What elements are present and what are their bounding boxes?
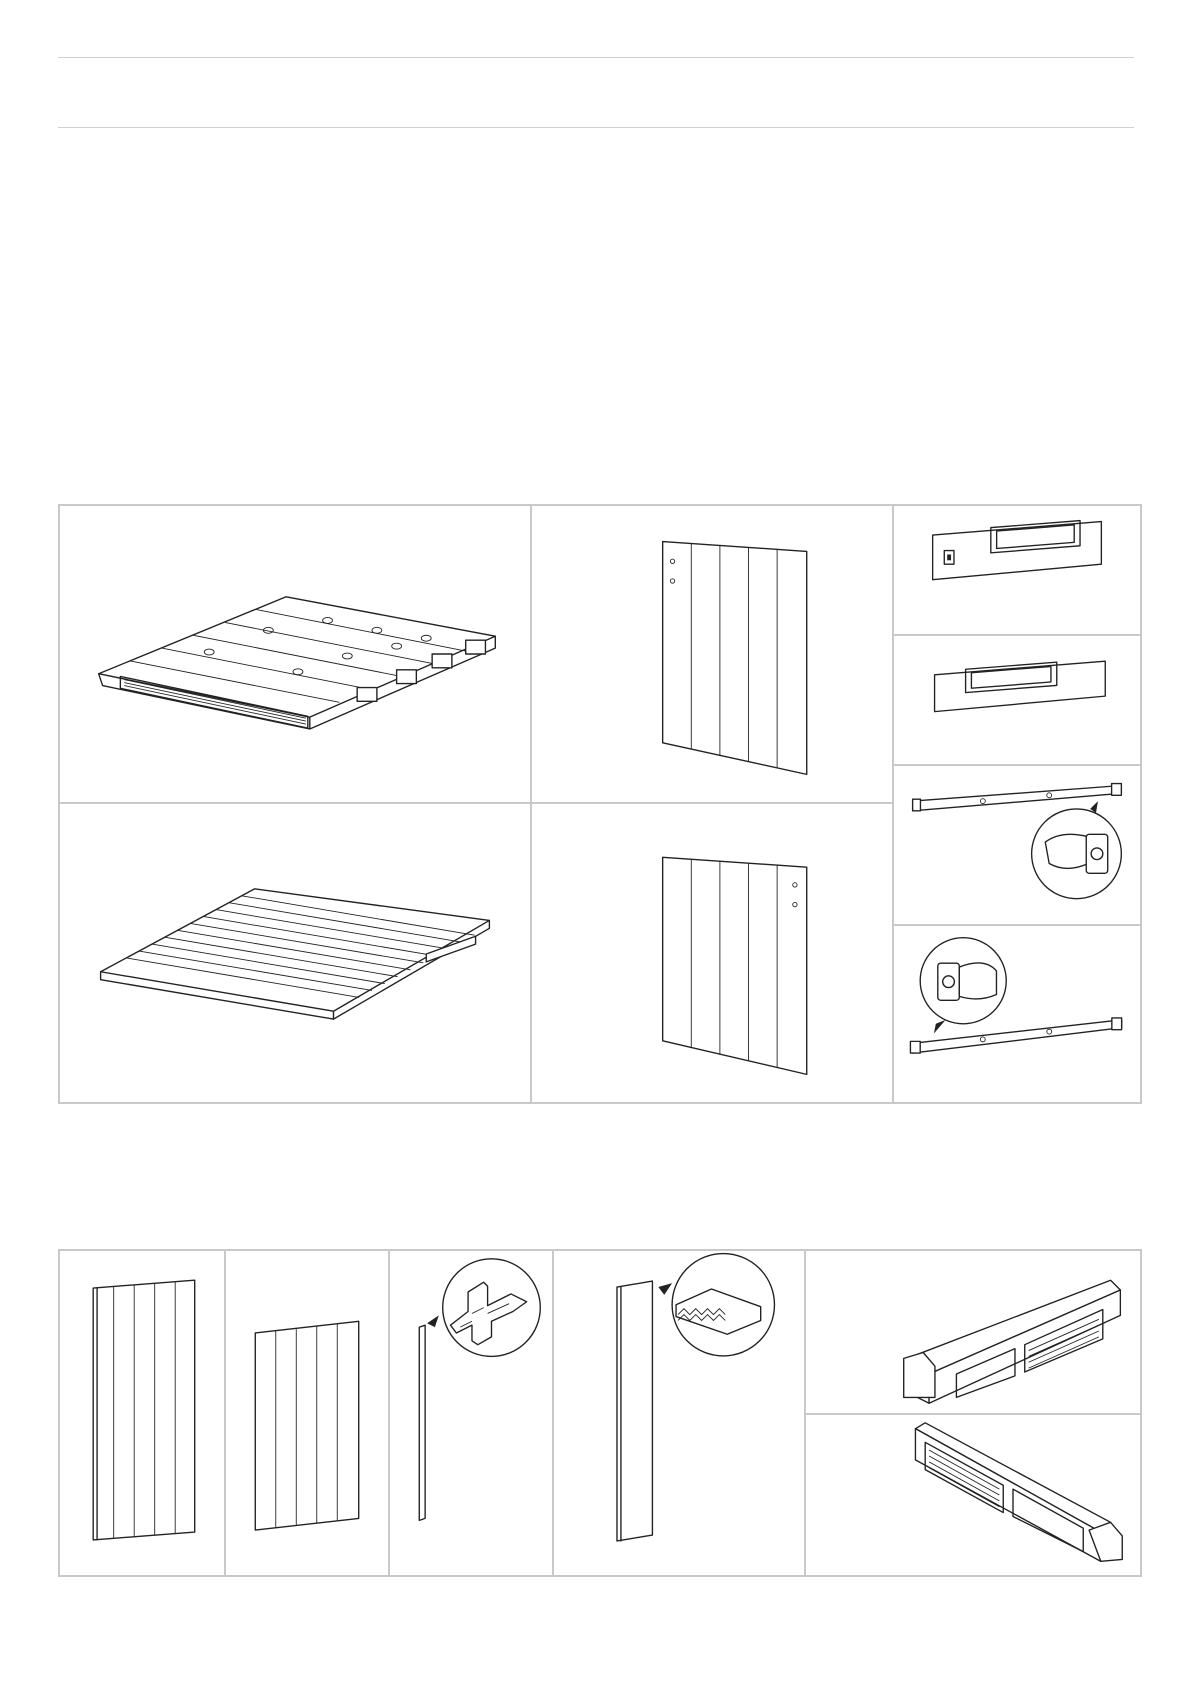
corner-panel-icon xyxy=(554,1251,804,1575)
gable-vent-icon xyxy=(806,1251,1140,1413)
window-frame-icon xyxy=(894,636,1140,764)
wall-panel-icon xyxy=(60,1251,224,1575)
wall-panel-icon xyxy=(226,1251,388,1575)
wall-panel-icon xyxy=(532,804,892,1102)
part-cell-window-frame xyxy=(892,634,1142,766)
part-cell-short-wall-panel xyxy=(224,1249,390,1577)
part-cell-gable-vent-left xyxy=(804,1413,1142,1577)
header-rule-bottom xyxy=(58,127,1134,128)
part-cell-wall-panel-holes-left xyxy=(530,504,894,804)
part-cell-window-frame-with-latch xyxy=(892,504,1142,636)
window-frame-icon xyxy=(894,506,1140,634)
part-cell-floor-panel xyxy=(58,504,532,804)
header-rule-top xyxy=(58,57,1134,58)
part-cell-gable-vent-right xyxy=(804,1249,1142,1415)
roof-panel-icon xyxy=(60,804,530,1102)
part-cell-rail-bracket-right xyxy=(892,764,1142,926)
profile-icon xyxy=(390,1251,552,1575)
part-cell-connector-profile xyxy=(388,1249,554,1577)
floor-panel-icon xyxy=(60,506,530,802)
part-cell-corner-panel xyxy=(552,1249,806,1577)
wall-panel-icon xyxy=(532,506,892,802)
part-cell-tall-wall-panel xyxy=(58,1249,226,1577)
rail-bracket-icon xyxy=(894,926,1140,1102)
part-cell-rail-bracket-left xyxy=(892,924,1142,1104)
rail-bracket-icon xyxy=(894,766,1140,924)
part-cell-roof-panel xyxy=(58,802,532,1104)
gable-vent-icon xyxy=(806,1415,1140,1575)
part-cell-wall-panel-holes-right xyxy=(530,802,894,1104)
